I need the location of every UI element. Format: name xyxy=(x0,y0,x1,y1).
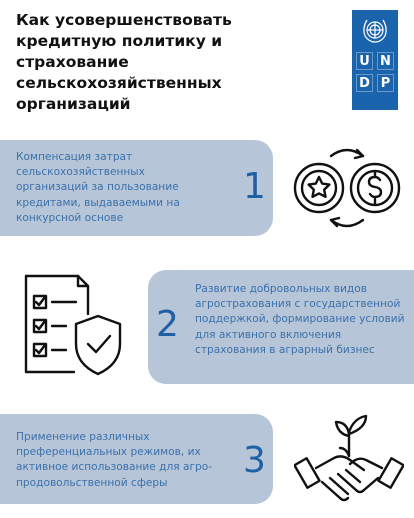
logo-letter: P xyxy=(377,74,394,92)
logo-letters xyxy=(356,52,394,92)
item-text-2: Развитие добровольных видов агрострахования с государственной поддержкой, формирование условий для активного включения страхования в аграрный бизнес xyxy=(195,283,405,356)
page-title: Как усовершенствовать кредитную политику и страхование сельскохозяйственных организаций xyxy=(16,11,232,113)
logo-letter: D xyxy=(356,74,373,92)
insurance-checklist-shield-icon xyxy=(18,268,130,382)
currency-exchange-icon xyxy=(291,138,403,242)
handshake-plant-icon xyxy=(294,412,404,512)
item-number-1: 1 xyxy=(243,166,266,207)
item-number-2: 2 xyxy=(156,304,179,345)
item-text-1: Компенсация затрат сельскохозяйственных организаций за пользование кредитами, выдаваемыми на конкурсной основе xyxy=(16,151,180,224)
un-emblem-icon xyxy=(359,16,391,46)
item-number-3: 3 xyxy=(243,440,266,481)
logo-letter: N xyxy=(377,52,394,70)
item-text-3: Применение различных преференциальных режимов, их активное использование для агро-продовольственной сферы xyxy=(16,431,213,489)
undp-logo xyxy=(352,10,398,110)
logo-letter: U xyxy=(356,52,373,70)
